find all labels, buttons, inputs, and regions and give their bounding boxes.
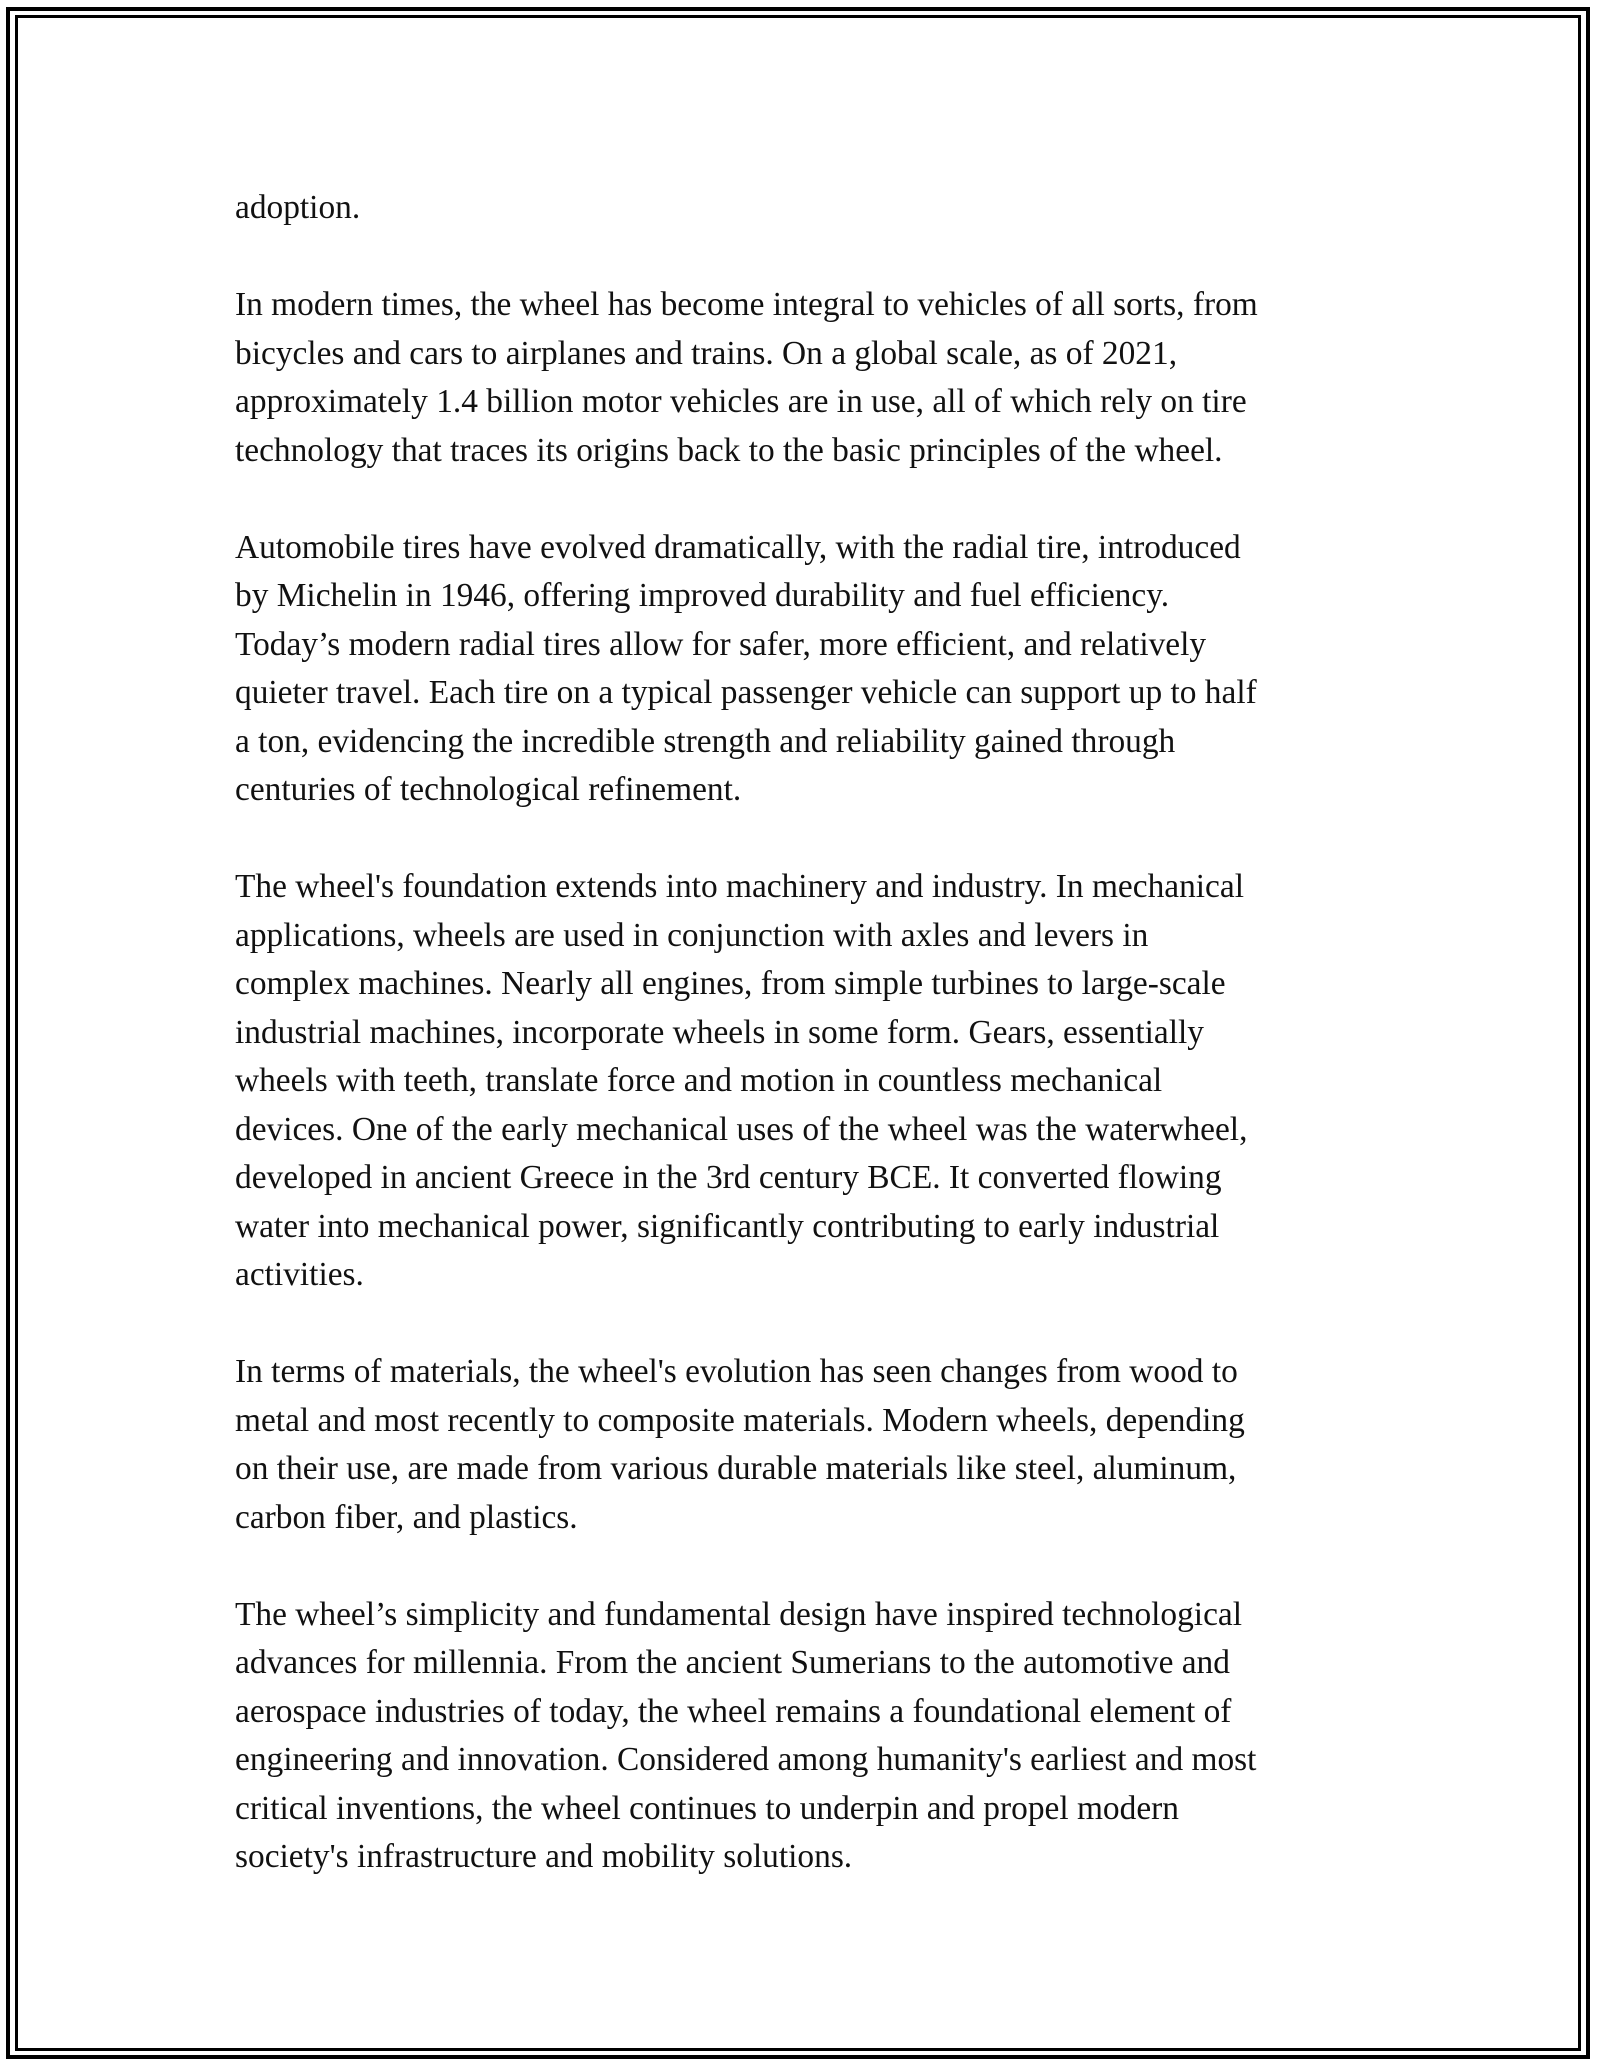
paragraph-modern-times: In modern times, the wheel has become integral to vehicles of all sorts, from bicycles and cars to airplanes and trains. On a global scale, as of 2021, approximately 1.4 billion motor vehicles are in use, all of which rely on tire technology that traces its origins back to the basic principles of the wheel.: [235, 286, 1258, 469]
paragraph-conclusion: The wheel’s simplicity and fundamental design have inspired technological advances for millennia. From the ancient Sumerians to the automotive and aerospace industries of today, the wheel remains a foundational element of engineering and innovation. Considered among humanity's earliest and most critical inventions, the wheel continues to underpin and propel modern society's infrastructure and mobility solutions.: [235, 1595, 1257, 1875]
document-body: [235, 184, 1375, 1930]
paragraph-machinery: The wheel's foundation extends into machinery and industry. In mechanical applications, wheels are used in conjunction with axles and levers in complex machines. Nearly all engines, from simple turbines to large-scale industrial machines, incorporate wheels in some form. Gears, essentially wheels with teeth, translate force and motion in countless mechanical devices. One of the early mechanical uses of the wheel was the waterwheel, developed in ancient Greece in the 3rd century BCE. It converted flowing water into mechanical power, significantly contributing to early industrial activities.: [235, 868, 1248, 1293]
paragraph-automobile-tires: Automobile tires have evolved dramatically, with the radial tire, introduced by Michelin in 1946, offering improved durability and fuel efficiency. Today’s modern radial tires allow for safer, more efficient, and relatively quieter travel. Each tire on a typical passenger vehicle can support up to half a ton, evidencing the incredible strength and reliability gained through centuries of technological refinement.: [235, 528, 1257, 808]
paragraph-materials: In terms of materials, the wheel's evolution has seen changes from wood to metal and most recently to composite materials. Modern wheels, depending on their use, are made from various durable materials like steel, aluminum, carbon fiber, and plastics.: [235, 1353, 1245, 1536]
paragraph-adoption: adoption.: [235, 189, 361, 226]
